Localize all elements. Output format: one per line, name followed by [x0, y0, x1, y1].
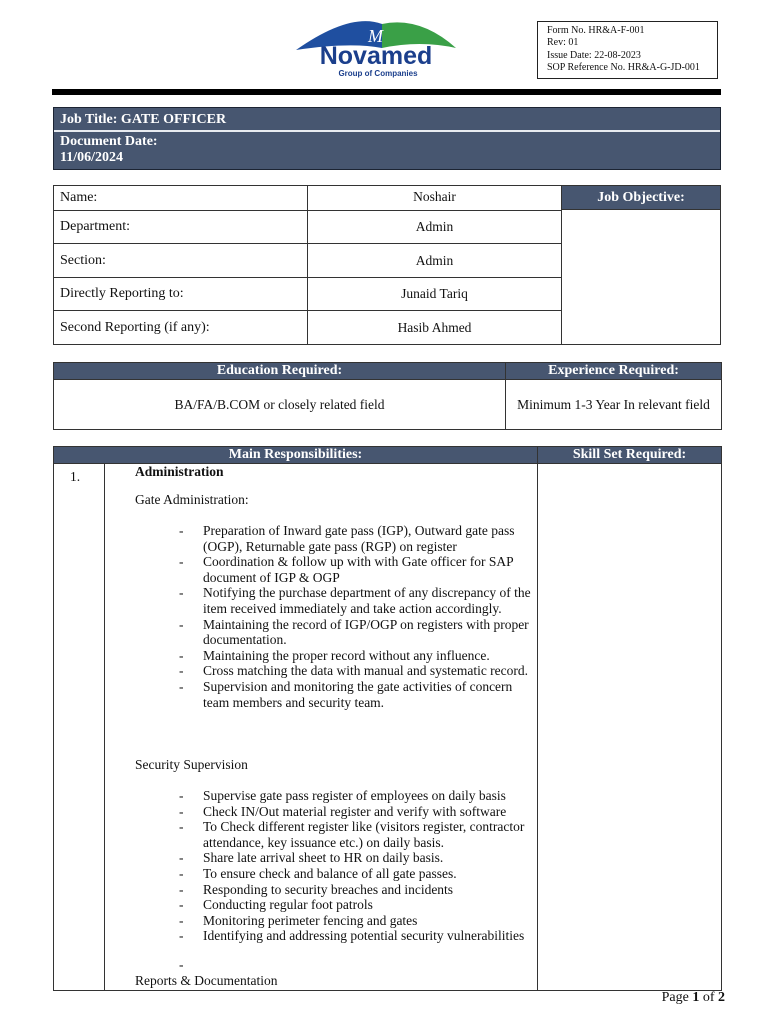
list-item: - Check IN/Out material register and verify with software: [179, 804, 534, 820]
page-indicator: [662, 990, 725, 1006]
info-value-section: Admin: [308, 244, 561, 278]
page-total: 2: [718, 990, 725, 1005]
list-item: - Maintaining the record of IGP/OGP on registers with proper documentation.: [179, 617, 534, 648]
section-title: Administration: [135, 464, 224, 479]
security-list: [179, 788, 534, 944]
list-item: - Responding to security breaches and incidents: [179, 882, 534, 898]
list-item: - To Check different register like (visitors register, contractor attendance, key issuance etc.) on daily basis.: [179, 819, 534, 850]
job-title: Job Title: GATE OFFICER: [54, 108, 720, 132]
form-sop-reference: SOP Reference No. HR&A-G-JD-001: [547, 61, 700, 73]
document-date-value: 11/06/2024: [60, 150, 124, 165]
responsibilities-content: [105, 464, 537, 990]
list-item: - Monitoring perimeter fencing and gates: [179, 913, 534, 929]
company-logo: [290, 18, 462, 80]
list-item: - Cross matching the data with manual and systematic record.: [179, 663, 534, 679]
skill-set-header: Skill Set Required:: [537, 447, 721, 464]
list-item: - Identifying and addressing potential security vulnerabilities: [179, 928, 534, 944]
list-item: - Notifying the purchase department of any discrepancy of the item received immediately and take action accordingly.: [179, 585, 534, 616]
header-divider: [52, 89, 721, 95]
list-item: - To ensure check and balance of all gate passes.: [179, 866, 534, 882]
main-responsibilities-header: Main Responsibilities:: [54, 447, 537, 464]
item-number-column: [54, 464, 105, 990]
list-item: - Supervise gate pass register of employees on daily basis: [179, 788, 534, 804]
list-item: - Supervision and monitoring the gate activities of concern team members and security team.: [179, 679, 534, 710]
document-date: [54, 132, 720, 169]
info-label-second-reporting: Second Reporting (if any):: [60, 319, 210, 335]
logo-tagline: Group of Companies: [338, 69, 418, 78]
logo-brand-text: Novamed: [319, 42, 433, 70]
skill-set-column: [537, 464, 721, 990]
experience-header: Experience Required:: [505, 363, 721, 380]
info-value-second-reporting: Hasib Ahmed: [397, 319, 472, 335]
responsibilities-table: [53, 446, 722, 991]
form-issue-date: Issue Date: 22-08-2023: [547, 49, 641, 61]
page-of: of: [702, 990, 715, 1005]
employee-info-table: [53, 185, 721, 345]
info-value-department: Admin: [308, 211, 561, 244]
form-number: Form No. HR&A-F-001: [547, 25, 645, 36]
form-revision: Rev: 01: [547, 37, 579, 49]
experience-value: Minimum 1-3 Year In relevant field: [505, 380, 721, 429]
list-item: - Maintaining the proper record without any influence.: [179, 648, 534, 664]
list-item: - Share late arrival sheet to HR on daily basis.: [179, 850, 534, 866]
reports-heading: Reports & Documentation: [135, 973, 278, 988]
empty-list-dash: -: [179, 957, 184, 972]
gate-admin-list: [179, 523, 534, 710]
security-heading: Security Supervision: [135, 757, 248, 772]
list-item: - Coordination & follow up with with Gate officer for SAP document of IGP & OGP: [179, 554, 534, 585]
info-label-section: Section:: [54, 244, 307, 278]
title-block: [53, 107, 721, 170]
job-objective-column: [561, 186, 720, 344]
logo-m-mark: M: [368, 26, 383, 46]
info-label-name: Name:: [54, 186, 307, 211]
info-value-name: Noshair: [308, 186, 561, 211]
page-prefix: Page: [661, 990, 689, 1005]
item-number: 1.: [70, 469, 81, 484]
gate-admin-heading: Gate Administration:: [135, 492, 249, 507]
education-value: BA/FA/B.COM or closely related field: [174, 396, 385, 412]
info-values-column: [307, 186, 561, 344]
requirements-table: [53, 362, 722, 430]
list-item: - Conducting regular foot patrols: [179, 897, 534, 913]
info-value-reporting: Junaid Tariq: [308, 278, 561, 311]
info-label-reporting: Directly Reporting to:: [54, 278, 307, 311]
list-item: - Preparation of Inward gate pass (IGP), Outward gate pass (OGP), Returnable gate pass (RGP) on register: [179, 523, 534, 554]
form-info-box: [537, 21, 718, 79]
job-objective-header: Job Objective:: [562, 186, 720, 210]
info-label-department: Department:: [54, 211, 307, 244]
education-header: Education Required:: [54, 363, 505, 380]
page-current: 1: [692, 990, 700, 1005]
document-date-label: Document Date:: [60, 134, 158, 149]
